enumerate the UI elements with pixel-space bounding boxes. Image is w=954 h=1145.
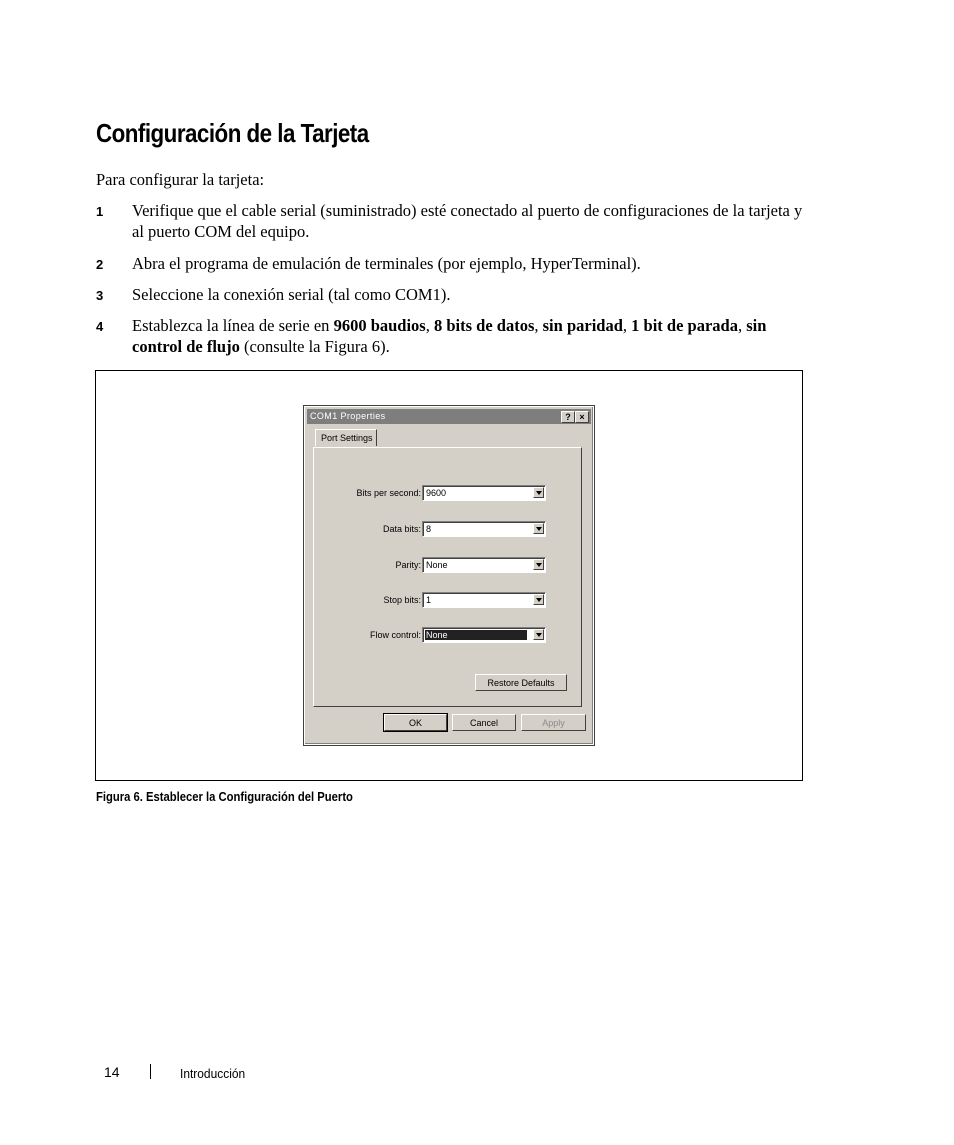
parity-select[interactable]: None	[422, 557, 546, 573]
step-4	[96, 315, 816, 357]
field-label: Parity:	[395, 560, 421, 570]
help-button[interactable]: ?	[561, 411, 575, 423]
step-text: Seleccione la conexión serial (tal como COM1).	[132, 285, 451, 304]
ok-button[interactable]: OK	[384, 714, 447, 731]
field-label: Stop bits:	[383, 595, 421, 605]
chevron-down-icon[interactable]	[533, 523, 544, 534]
chevron-down-icon[interactable]	[533, 559, 544, 570]
step-number: 4	[96, 319, 104, 334]
field-parity	[314, 557, 581, 573]
step-text: Establezca la línea de serie en 9600 baudios, 8 bits de datos, sin paridad, 1 bit de parada, sin control de flujo (consulte la Figura 6).	[132, 316, 767, 356]
flow-control-select[interactable]: None	[422, 627, 546, 643]
page-number: 14	[104, 1064, 120, 1080]
figure-caption: Figura 6. Establecer la Configuración del Puerto	[96, 790, 353, 804]
field-label: Data bits:	[382, 524, 421, 534]
close-button[interactable]: ×	[575, 411, 589, 423]
intro-text: Para configurar la tarjeta:	[96, 170, 265, 189]
page-title: Configuración de la Tarjeta	[96, 118, 369, 148]
step-text: Abra el programa de emulación de terminales (por ejemplo, HyperTerminal).	[132, 254, 641, 273]
apply-button[interactable]: Apply	[521, 714, 586, 731]
step-text: Verifique que el cable serial (suministrado) esté conectado al puerto de configuraciones de la tarjeta y al puerto COM del equipo.	[132, 201, 803, 241]
step-3	[96, 284, 816, 305]
bits-per-second-select[interactable]: 9600	[422, 485, 546, 501]
field-flow-control	[314, 627, 581, 643]
chevron-down-icon[interactable]	[533, 594, 544, 605]
cancel-button[interactable]: Cancel	[452, 714, 516, 731]
step-number: 3	[96, 288, 104, 303]
restore-defaults-button[interactable]: Restore Defaults	[475, 674, 567, 691]
field-label: Bits per second:	[356, 488, 421, 498]
field-stop-bits	[314, 592, 581, 608]
field-label: Flow control:	[369, 630, 421, 640]
step-number: 2	[96, 257, 104, 272]
footer-section: Introducción	[180, 1066, 246, 1081]
step-number: 1	[96, 204, 104, 219]
port-settings-panel	[313, 447, 582, 707]
com1-properties-dialog	[304, 406, 594, 745]
step-2	[96, 253, 816, 274]
dialog-title: COM1 Properties	[310, 411, 386, 421]
data-bits-select[interactable]: 8	[422, 521, 546, 537]
field-data-bits	[314, 521, 581, 537]
footer-divider	[150, 1064, 151, 1079]
tab-label: Port Settings	[321, 433, 373, 443]
chevron-down-icon[interactable]	[533, 487, 544, 498]
tab-port-settings[interactable]	[315, 429, 377, 446]
field-bits-per-second	[314, 485, 581, 501]
stop-bits-select[interactable]: 1	[422, 592, 546, 608]
step-1	[96, 200, 816, 242]
dialog-titlebar	[307, 409, 591, 424]
chevron-down-icon[interactable]	[533, 629, 544, 640]
